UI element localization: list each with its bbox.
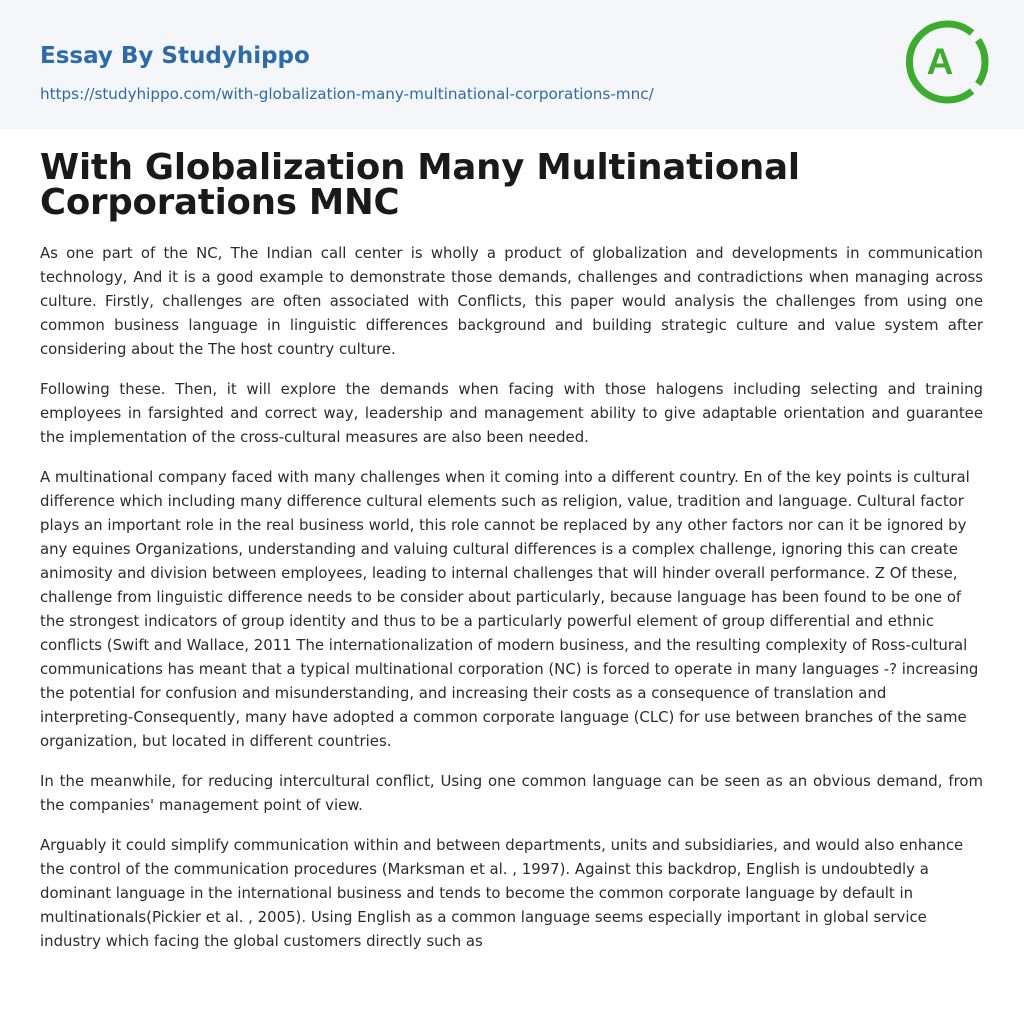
- logo-letter: A: [926, 41, 954, 82]
- article-paragraph: Following these. Then, it will explore the demands when facing with those halogens including selecting and training employees in farsighted and correct way, leadership and management ability to give adaptable orientation and guarantee the implementation of the cross-cultural measures are also been needed.: [40, 380, 983, 446]
- article-paragraph: As one part of the NC, The Indian call center is wholly a product of globalization and developments in communication technology, And it is a good example to demonstrate those demands, challenges and contradictions when managing across culture. Firstly, challenges are often associated with Conflicts, this paper would analysis the challenges from using one common business language in linguistic differences background and building strategic culture and value system after considering about the The host country culture.: [40, 244, 983, 358]
- page-title: With Globalization Many Multinational Corporations MNC: [40, 147, 800, 223]
- brand-title[interactable]: Essay By Studyhippo: [40, 43, 310, 69]
- site-header: [0, 0, 1024, 129]
- studyhippo-logo-icon[interactable]: [906, 18, 990, 106]
- article-paragraph: In the meanwhile, for reducing intercultural conflict, Using one common language can be seen as an obvious demand, from the companies' management point of view.: [40, 772, 983, 814]
- source-url-link[interactable]: https://studyhippo.com/with-globalization-many-multinational-corporations-mnc/: [40, 85, 654, 103]
- article: [40, 147, 983, 953]
- article-paragraph: A multinational company faced with many challenges when it coming into a different country. En of the key points is cultural difference which including many difference cultural elements such as religion, value, tradition and language. Cultural factor plays an important role in the real business world, this role cannot be replaced by any other factors nor can it be ignored by any equines Organizations, understanding and valuing cultural differences is a complex challenge, ignoring this can create animosity and division between employees, leading to internal challenges that will hinder overall performance. Z Of these, challenge from linguistic difference needs to be consider about particularly, because language has been found to be one of the strongest indicators of group identity and thus to be a particularly powerful element of group differential and ethnic conflicts (Swift and Wallace, 2011 The internationalization of modern business, and the resulting complexity of Ross-cultural communications has meant that a typical multinational corporation (NC) is forced to operate in many languages -? increasing the potential for confusion and misunderstanding, and increasing their costs as a consequence of translation and interpreting-Consequently, many have adopted a common corporate language (CLC) for use between branches of the same organization, but located in different countries.: [40, 468, 979, 750]
- article-paragraph: Arguably it could simplify communication within and between departments, units and subsidiaries, and would also enhance the control of the communication procedures (Marksman et al. , 1997). Against this backdrop, English is undoubtedly a dominant language in the international business and tends to become the common corporate language by default in multinationals(Pickier et al. , 2005). Using English as a common language seems especially important in global service industry which facing the global customers directly such as: [40, 836, 964, 950]
